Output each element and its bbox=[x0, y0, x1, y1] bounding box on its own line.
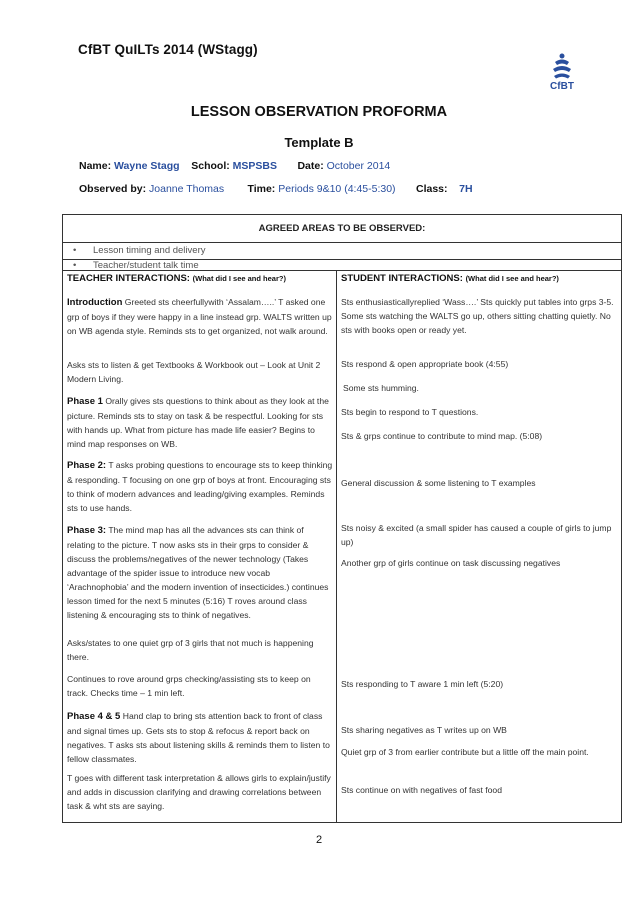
school-value: MSPSBS bbox=[232, 160, 278, 172]
teacher-block: Phase 2: T asks probing questions to encourage sts to keep thinking & responding. T focusing on one grp of boys at front. Encouraging sts to think of modern advances and leading/giving examples. Reminds sts to use hands. bbox=[67, 460, 333, 513]
agreed-item: • Teacher/student talk time bbox=[63, 259, 621, 271]
logo-text: CfBT bbox=[550, 81, 574, 92]
teacher-heading: TEACHER INTERACTIONS: (What did I see and hear?) bbox=[67, 273, 286, 284]
observation-table bbox=[62, 214, 622, 823]
time-label: Time: bbox=[247, 183, 276, 195]
student-block: Sts enthusiasticallyreplied ‘Wass….’ Sts quickly put tables into grps 3-5. Some sts watching the WALTS go up, others sitting chatting quietly. No sts with books open or ready yet. bbox=[341, 297, 614, 335]
class-value: 7H bbox=[459, 183, 473, 195]
teacher-block: Phase 4 & 5 Hand clap to bring sts attention back to front of class and signal times up. Gets sts to stop & refocus & report back on negatives. T asks sts about listening skills & reminds them to listen to fellow classmates. bbox=[67, 711, 330, 764]
meta-row-1 bbox=[79, 160, 390, 172]
agreed-heading: AGREED AREAS TO BE OBSERVED: bbox=[63, 215, 621, 243]
teacher-block: Phase 1 Orally gives sts questions to think about as they look at the picture. Reminds sts to stay on task & be respectful. Looking for sts with hands up. What from picture has made life easier? Begins to mind map responses on WB. bbox=[67, 396, 329, 449]
page-subtitle: Template B bbox=[284, 135, 354, 150]
name-label: Name: bbox=[79, 160, 112, 172]
teacher-block: Asks/states to one quiet grp of 3 girls that not much is happening there. bbox=[67, 638, 314, 662]
agreed-item: • Lesson timing and delivery bbox=[73, 245, 206, 256]
student-block: Sts continue on with negatives of fast food bbox=[341, 785, 502, 795]
teacher-column bbox=[63, 271, 337, 822]
bullet-icon: • bbox=[73, 245, 77, 256]
student-block: General discussion & some listening to T examples bbox=[341, 478, 536, 488]
teacher-block: Phase 3: The mind map has all the advances sts can think of relating to the picture. T now asks sts in their grps to consider & discuss the problems/negatives of the newer technology (Takes advantage of the spider issue to introduce new vocab ‘Arachnophobia’ and the modern invention of insecticides.) continues lesson timed for the next 5 minutes (5:16) T roves around class listening & encouraging sts to think of negatives. bbox=[67, 525, 329, 620]
observed-value: Joanne Thomas bbox=[149, 183, 225, 195]
student-block: Sts sharing negatives as T writes up on WB bbox=[341, 725, 507, 735]
page-title: LESSON OBSERVATION PROFORMA bbox=[190, 104, 448, 120]
teacher-block: T goes with different task interpretation & allows girls to explain/justify and adds in discussion clarifying and drawing correlations between task & wht sts are saying. bbox=[67, 773, 331, 811]
student-block: Sts & grps continue to contribute to mind map. (5:08) bbox=[341, 431, 543, 441]
student-block: Some sts humming. bbox=[343, 383, 419, 393]
teacher-block: Asks sts to listen & get Textbooks & Workbook out – Look at Unit 2 Modern Living. bbox=[67, 360, 321, 384]
page-header: CfBT QuILTs 2014 (WStagg) bbox=[78, 42, 258, 57]
student-block: Another grp of girls continue on task discussing negatives bbox=[341, 558, 561, 568]
student-block: Sts begin to respond to T questions. bbox=[341, 407, 479, 417]
student-column bbox=[337, 271, 621, 822]
time-value: Periods 9&10 (4:45-5:30) bbox=[278, 183, 396, 195]
bullet-icon: • bbox=[73, 260, 77, 271]
class-label: Class: bbox=[415, 183, 448, 195]
student-block: Sts respond & open appropriate book (4:55) bbox=[341, 359, 509, 369]
student-block: Quiet grp of 3 from earlier contribute but a little off the main point. bbox=[341, 747, 589, 757]
student-heading: STUDENT INTERACTIONS: (What did I see and hear?) bbox=[341, 273, 559, 284]
student-block: Sts noisy & excited (a small spider has caused a couple of girls to jump up) bbox=[341, 523, 612, 547]
teacher-block: Introduction Greeted sts cheerfullywith ‘Assalam…..’ T asked one grp of boys if they were happy in a line instead grp. WALTS written up on WB agenda style. Reminds sts to get organized, not walk around. bbox=[67, 297, 332, 336]
meta-row-2 bbox=[79, 183, 473, 195]
teacher-block: Continues to rove around grps checking/assisting sts to keep on track. Checks time – 1 min left. bbox=[67, 674, 311, 698]
date-label: Date: bbox=[297, 160, 324, 172]
name-value: Wayne Stagg bbox=[114, 160, 180, 172]
observed-label: Observed by: bbox=[79, 183, 147, 195]
student-block: Sts responding to T aware 1 min left (5:20) bbox=[341, 679, 504, 689]
school-label: School: bbox=[191, 160, 230, 172]
date-value: October 2014 bbox=[326, 160, 391, 172]
page-number: 2 bbox=[315, 834, 323, 846]
